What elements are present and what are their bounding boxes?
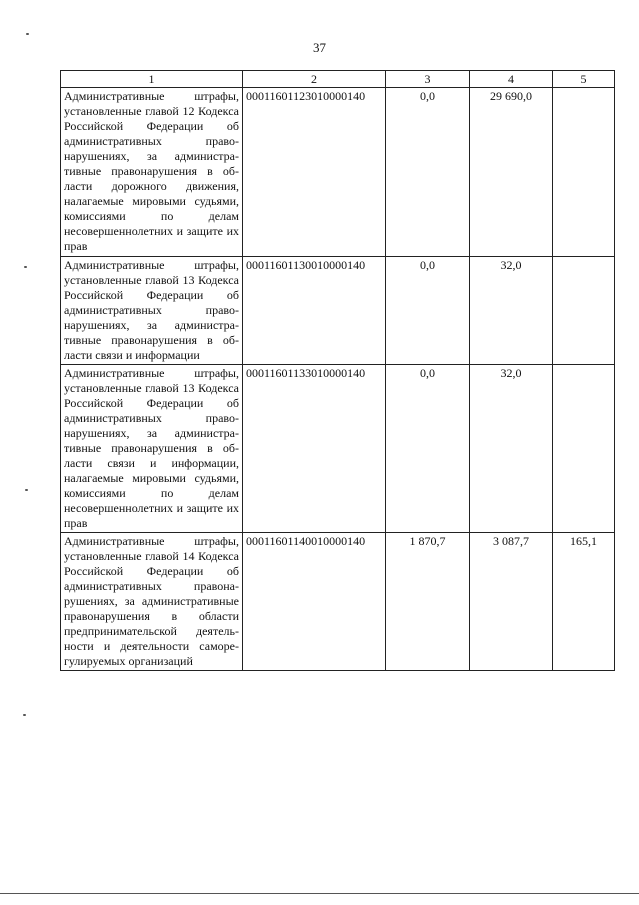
row-description: Административные штрафы, установленные главой 14 Кодекса Российской Федерации об административных правонарушениях, за административные правонарушения в области предпринимательской деятельности и деятельности саморегулируемых организаций <box>61 533 243 671</box>
row-value-col5 <box>553 365 615 533</box>
row-value-col3: 0,0 <box>386 88 470 257</box>
budget-revenue-table <box>60 70 615 671</box>
column-header-1: 1 <box>61 71 243 88</box>
row-budget-code: 00011601140010000140 <box>243 533 386 671</box>
row-value-col5 <box>553 257 615 365</box>
row-value-col4: 32,0 <box>470 365 553 533</box>
row-value-col3: 0,0 <box>386 257 470 365</box>
scan-speck <box>25 489 28 491</box>
scan-speck <box>23 714 26 716</box>
row-description: Административные штрафы, установленные главой 12 Кодекса Российской Федерации об административных правонарушениях, за административные правонарушения в области дорожного движения, налагаемые мировыми судьями, комиссиями по делам несовершеннолетних и защите их прав <box>61 88 243 257</box>
table-row <box>61 365 615 533</box>
page-number: 37 <box>313 40 326 55</box>
page-bottom-edge <box>0 893 639 894</box>
column-header-2: 2 <box>243 71 386 88</box>
row-value-col4: 32,0 <box>470 257 553 365</box>
row-budget-code: 00011601133010000140 <box>243 365 386 533</box>
table-row <box>61 533 615 671</box>
column-header-4: 4 <box>470 71 553 88</box>
row-budget-code: 00011601130010000140 <box>243 257 386 365</box>
row-description: Административные штрафы, установленные главой 13 Кодекса Российской Федерации об административных правонарушениях, за административные правонарушения в области связи и информации, налагаемые мировыми судьями, комиссиями по делам несовершеннолетних и защите их прав <box>61 365 243 533</box>
row-budget-code: 00011601123010000140 <box>243 88 386 257</box>
row-value-col4: 3 087,7 <box>470 533 553 671</box>
scan-speck <box>26 33 29 35</box>
row-value-col5 <box>553 88 615 257</box>
table-row <box>61 257 615 365</box>
scan-speck <box>24 266 27 268</box>
row-description: Административные штрафы, установленные главой 13 Кодекса Российской Федерации об административных правонарушениях, за административные правонарушения в области связи и информации <box>61 257 243 365</box>
row-value-col3: 1 870,7 <box>386 533 470 671</box>
column-header-3: 3 <box>386 71 470 88</box>
table-header-row <box>61 71 615 88</box>
table-row <box>61 88 615 257</box>
column-header-5: 5 <box>553 71 615 88</box>
row-value-col4: 29 690,0 <box>470 88 553 257</box>
row-value-col3: 0,0 <box>386 365 470 533</box>
row-value-col5: 165,1 <box>553 533 615 671</box>
